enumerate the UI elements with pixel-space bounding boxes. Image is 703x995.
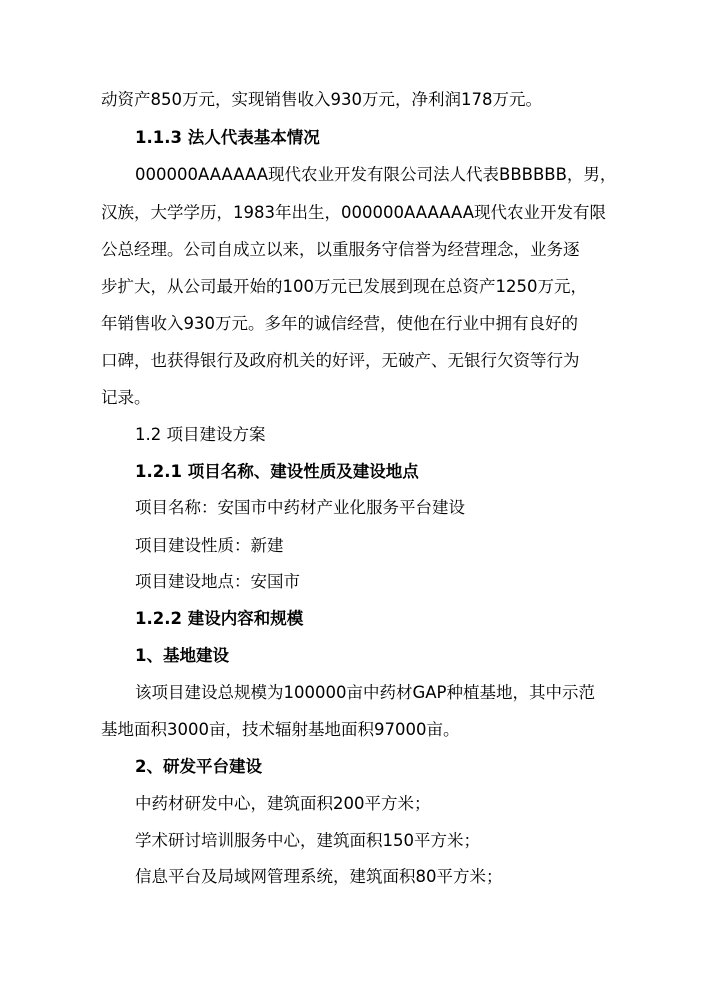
heading-1-2-2: 1.2.2 建设内容和规模: [135, 609, 304, 628]
base-line-2: 基地面积3000亩，技术辐射基地面积97000亩。: [101, 720, 460, 739]
legal-rep-line-7: 记录。: [101, 388, 151, 407]
legal-rep-line-1: 000000AAAAAA现代农业开发有限公司法人代表BBBBBB，男，: [135, 165, 617, 184]
project-location: 项目建设地点：安国市: [135, 572, 300, 591]
heading-1-2: 1.2 项目建设方案: [135, 425, 266, 444]
project-name: 项目名称：安国市中药材产业化服务平台建设: [135, 498, 465, 517]
heading-1-1-3: 1.1.3 法人代表基本情况: [135, 128, 320, 147]
para-intro-tail: 动资产850万元，实现销售收入930万元，净利润178万元。: [101, 90, 542, 109]
project-nature: 项目建设性质：新建: [135, 536, 284, 555]
base-line-1: 该项目建设总规模为100000亩中药材GAP种植基地，其中示范: [135, 683, 596, 702]
platform-item-3: 信息平台及局域网管理系统，建筑面积80平方米；: [135, 867, 503, 886]
heading-1-2-1: 1.2.1 项目名称、建设性质及建设地点: [135, 462, 419, 481]
platform-item-2: 学术研讨培训服务中心，建筑面积150平方米；: [135, 831, 480, 850]
legal-rep-line-3: 公总经理。公司自成立以来，以重服务守信誉为经营理念，业务逐: [101, 240, 580, 259]
legal-rep-line-4: 步扩大，从公司最开始的100万元已发展到现在总资产1250万元，: [101, 277, 587, 296]
heading-base-construction: 1、基地建设: [135, 646, 229, 665]
heading-platform-construction: 2、研发平台建设: [135, 757, 262, 776]
legal-rep-line-2: 汉族，大学学历，1983年出生，000000AAAAAA现代农业开发有限: [101, 203, 606, 222]
platform-item-1: 中药材研发中心，建筑面积200平方米；: [135, 794, 431, 813]
legal-rep-line-6: 口碑，也获得银行及政府机关的好评，无破产、无银行欠资等行为: [101, 351, 580, 370]
legal-rep-line-5: 年销售收入930万元。多年的诚信经营，使他在行业中拥有良好的: [101, 314, 578, 333]
